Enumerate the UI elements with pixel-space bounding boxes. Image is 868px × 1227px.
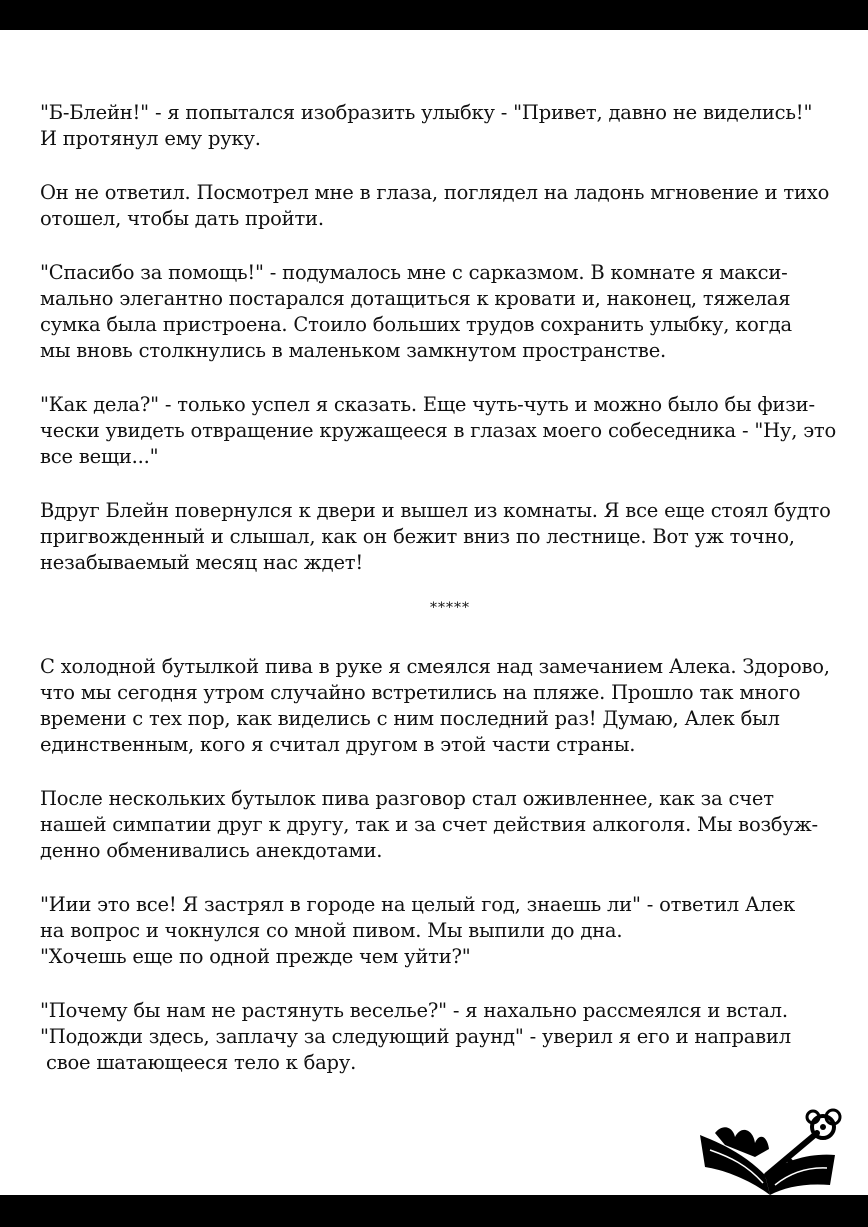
paragraph-1 [40,100,840,152]
text-line: С холодной бутылкой пива в руке я смеялся над замечанием Алека. Здорово, [40,655,830,678]
paragraph-4 [40,392,840,470]
text-line: свое шатающееся тело к бару. [46,1051,357,1074]
paragraph-5 [40,498,840,576]
text-line: времени с тех пор, как виделись с ним последний раз! Думаю, Алек был [40,707,780,730]
text-line: Вдруг Блейн повернулся к двери и вышел из комнаты. Я все еще стоял будто [40,499,831,522]
text-line: "Почему бы нам не растянуть веселье?" - я нахально рассмеялся и встал. [40,999,788,1022]
text-line: "Хочешь еще по одной прежде чем уйти?" [40,945,471,968]
text-line: что мы сегодня утром случайно встретились на пляже. Прошло так много [40,681,801,704]
paragraph-2 [40,180,840,232]
scene-separator: ***** [430,600,470,616]
text-line: "Спасибо за помощь!" - подумалось мне с сарказмом. В комнате я макси- [40,261,788,284]
paragraph-3 [40,260,840,364]
text-line: И протянул ему руку. [40,127,261,150]
paragraph-9 [40,998,840,1076]
paragraph-8 [40,892,840,970]
paragraph-7 [40,786,840,864]
top-border-bar [0,0,868,30]
text-line: "Как дела?" - только успел я сказать. Еще чуть-чуть и можно было бы физи- [40,393,815,416]
text-line: денно обменивались анекдотами. [40,839,383,862]
text-line: чески увидеть отвращение кружащееся в глазах моего собеседника - "Ну, это [40,419,837,442]
text-line: незабываемый месяц нас ждет! [40,551,364,574]
text-line: сумка была пристроена. Стоило больших трудов сохранить улыбку, когда [40,313,792,336]
text-line: единственным, кого я считал другом в этой части страны. [40,733,636,756]
text-line: отошел, чтобы дать пройти. [40,207,324,230]
text-line: После нескольких бутылок пива разговор стал оживленнее, как за счет [40,787,774,810]
text-line: "Б-Блейн!" - я попытался изобразить улыбку - "Привет, давно не виделись!" [40,101,813,124]
text-line: Он не ответил. Посмотрел мне в глаза, поглядел на ладонь мгновение и тихо [40,181,830,204]
text-line: мы вновь столкнулись в маленьком замкнутом пространстве. [40,339,667,362]
book-key-logo-icon [695,1105,865,1200]
page-text [40,100,840,1104]
text-line: все вещи..." [40,445,159,468]
text-line: мально элегантно постарался дотащиться к кровати и, наконец, тяжелая [40,287,791,310]
text-line: "Подожди здесь, заплачу за следующий раунд" - уверил я его и направил [40,1025,791,1048]
text-line: на вопрос и чокнулся со мной пивом. Мы выпили до дна. [40,919,623,942]
paragraph-6 [40,654,840,758]
bottom-border-bar [0,1195,868,1227]
text-line: "Иии это все! Я застрял в городе на целый год, знаешь ли" - ответил Алек [40,893,796,916]
text-line: нашей симпатии друг к другу, так и за счет действия алкоголя. Мы возбуж- [40,813,818,836]
text-line: пригвожденный и слышал, как он бежит вниз по лестнице. Вот уж точно, [40,525,795,548]
